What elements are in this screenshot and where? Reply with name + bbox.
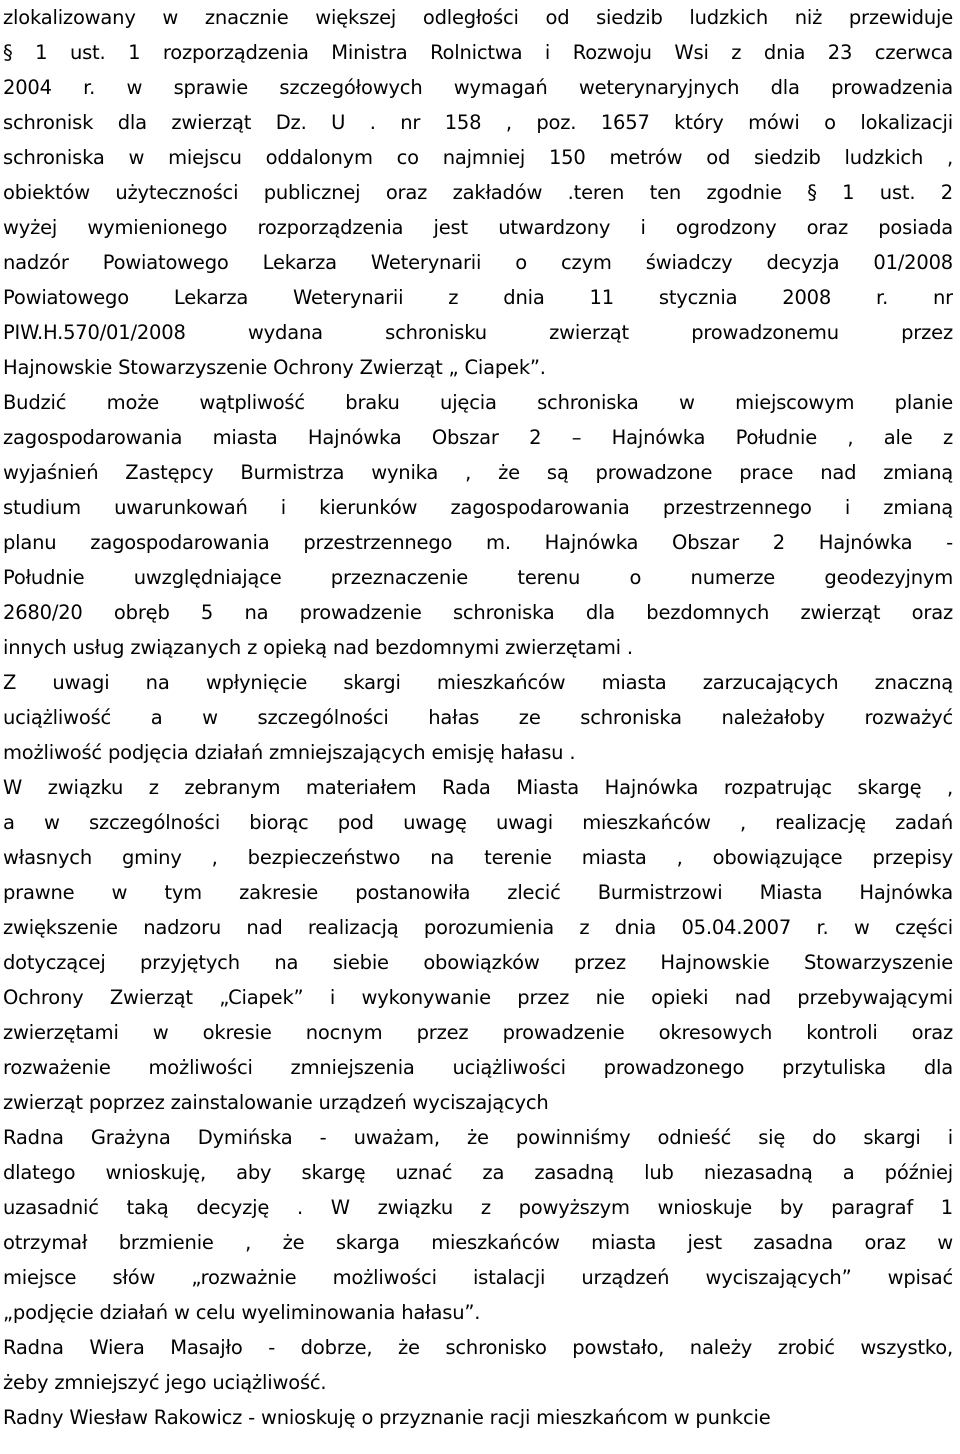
text-line: miejsce słów „rozważnie możliwości istalacji urządzeń wyciszających” wpisać [3, 1266, 953, 1289]
text-line: innych usług związanych z opieką nad bezdomnymi zwierzętami . [3, 636, 633, 659]
text-line: a w szczególności biorąc pod uwagę uwagi mieszkańców , realizację zadań [3, 811, 953, 834]
text-line: schroniska w miejscu oddalonym co najmniej 150 metrów od siedzib ludzkich , [3, 146, 953, 169]
text-line: Radna Grażyna Dymińska - uważam, że powinniśmy odnieść się do skargi i [3, 1126, 953, 1149]
text-line: Hajnowskie Stowarzyszenie Ochrony Zwierząt „ Ciapek”. [3, 356, 546, 379]
paragraph [3, 0, 953, 385]
text-line: studium uwarunkowań i kierunków zagospodarowania przestrzennego i zmianą [3, 496, 953, 519]
text-line: W związku z zebranym materiałem Rada Miasta Hajnówka rozpatrując skargę , [3, 776, 953, 799]
text-line: wyżej wymienionego rozporządzenia jest utwardzony i ogrodzony oraz posiada [3, 216, 953, 239]
text-line: zagospodarowania miasta Hajnówka Obszar 2 – Hajnówka Południe , ale z [3, 426, 953, 449]
text-line: prawne w tym zakresie postanowiła zlecić Burmistrzowi Miasta Hajnówka [3, 881, 953, 904]
text-line: obiektów użyteczności publicznej oraz zakładów .teren ten zgodnie § 1 ust. 2 [3, 181, 953, 204]
text-line: Powiatowego Lekarza Weterynarii z dnia 11 stycznia 2008 r. nr [3, 286, 953, 309]
text-line: planu zagospodarowania przestrzennego m. Hajnówka Obszar 2 Hajnówka - [3, 531, 953, 554]
text-line: schronisk dla zwierząt Dz. U . nr 158 , poz. 1657 który mówi o lokalizacji [3, 111, 953, 134]
text-line: wyjaśnień Zastępcy Burmistrza wynika , że są prowadzone prace nad zmianą [3, 461, 953, 484]
text-line: zlokalizowany w znacznie większej odległości od siedzib ludzkich niż przewiduje [3, 6, 953, 29]
text-line: zwiększenie nadzoru nad realizacją porozumienia z dnia 05.04.2007 r. w części [3, 916, 953, 939]
text-line: możliwość podjęcia działań zmniejszających emisję hałasu . [3, 741, 576, 764]
text-line: nadzór Powiatowego Lekarza Weterynarii o czym świadczy decyzja 01/2008 [3, 251, 953, 274]
text-line: PIW.H.570/01/2008 wydana schronisku zwierząt prowadzonemu przez [3, 321, 953, 344]
text-line: Budzić może wątpliwość braku ujęcia schroniska w miejscowym planie [3, 391, 953, 414]
text-line: własnych gminy , bezpieczeństwo na terenie miasta , obowiązujące przepisy [3, 846, 953, 869]
paragraph [3, 665, 953, 770]
text-line: otrzymał brzmienie , że skarga mieszkańców miasta jest zasadna oraz w [3, 1231, 953, 1254]
text-line: Z uwagi na wpłynięcie skargi mieszkańców miasta zarzucających znaczną [3, 671, 953, 694]
paragraph [3, 770, 953, 1120]
text-line: żeby zmniejszyć jego uciążliwość. [3, 1371, 327, 1394]
text-line: „podjęcie działań w celu wyeliminowania hałasu”. [3, 1301, 481, 1324]
text-line: Radna Wiera Masajło - dobrze, że schronisko powstało, należy zrobić wszystko, [3, 1336, 953, 1359]
text-line: dlatego wnioskuję, aby skargę uznać za zasadną lub niezasadną a później [3, 1161, 953, 1184]
paragraph [3, 1120, 953, 1330]
text-line: Radny Wiesław Rakowicz - wnioskuję o przyznanie racji mieszkańcom w punkcie [3, 1406, 771, 1429]
text-line: rozważenie możliwości zmniejszenia uciążliwości prowadzonego przytuliska dla [3, 1056, 953, 1079]
text-line: 2680/20 obręb 5 na prowadzenie schroniska dla bezdomnych zwierząt oraz [3, 601, 953, 624]
text-line: 2004 r. w sprawie szczegółowych wymagań weterynaryjnych dla prowadzenia [3, 76, 953, 99]
text-line: § 1 ust. 1 rozporządzenia Ministra Rolnictwa i Rozwoju Wsi z dnia 23 czerwca [3, 41, 953, 64]
paragraph [3, 1400, 953, 1435]
text-line: zwierzętami w okresie nocnym przez prowadzenie okresowych kontroli oraz [3, 1021, 953, 1044]
text-line: Południe uwzględniające przeznaczenie terenu o numerze geodezyjnym [3, 566, 953, 589]
paragraph [3, 385, 953, 665]
text-line: Ochrony Zwierząt „Ciapek” i wykonywanie przez nie opieki nad przebywającymi [3, 986, 953, 1009]
paragraph [3, 1330, 953, 1400]
text-line: zwierząt poprzez zainstalowanie urządzeń wyciszających [3, 1091, 549, 1114]
text-line: dotyczącej przyjętych na siebie obowiązków przez Hajnowskie Stowarzyszenie [3, 951, 953, 974]
text-line: uciążliwość a w szczególności hałas ze schroniska należałoby rozważyć [3, 706, 953, 729]
text-line: uzasadnić taką decyzję . W związku z powyższym wnioskuje by paragraf 1 [3, 1196, 953, 1219]
document-page [3, 0, 953, 1435]
